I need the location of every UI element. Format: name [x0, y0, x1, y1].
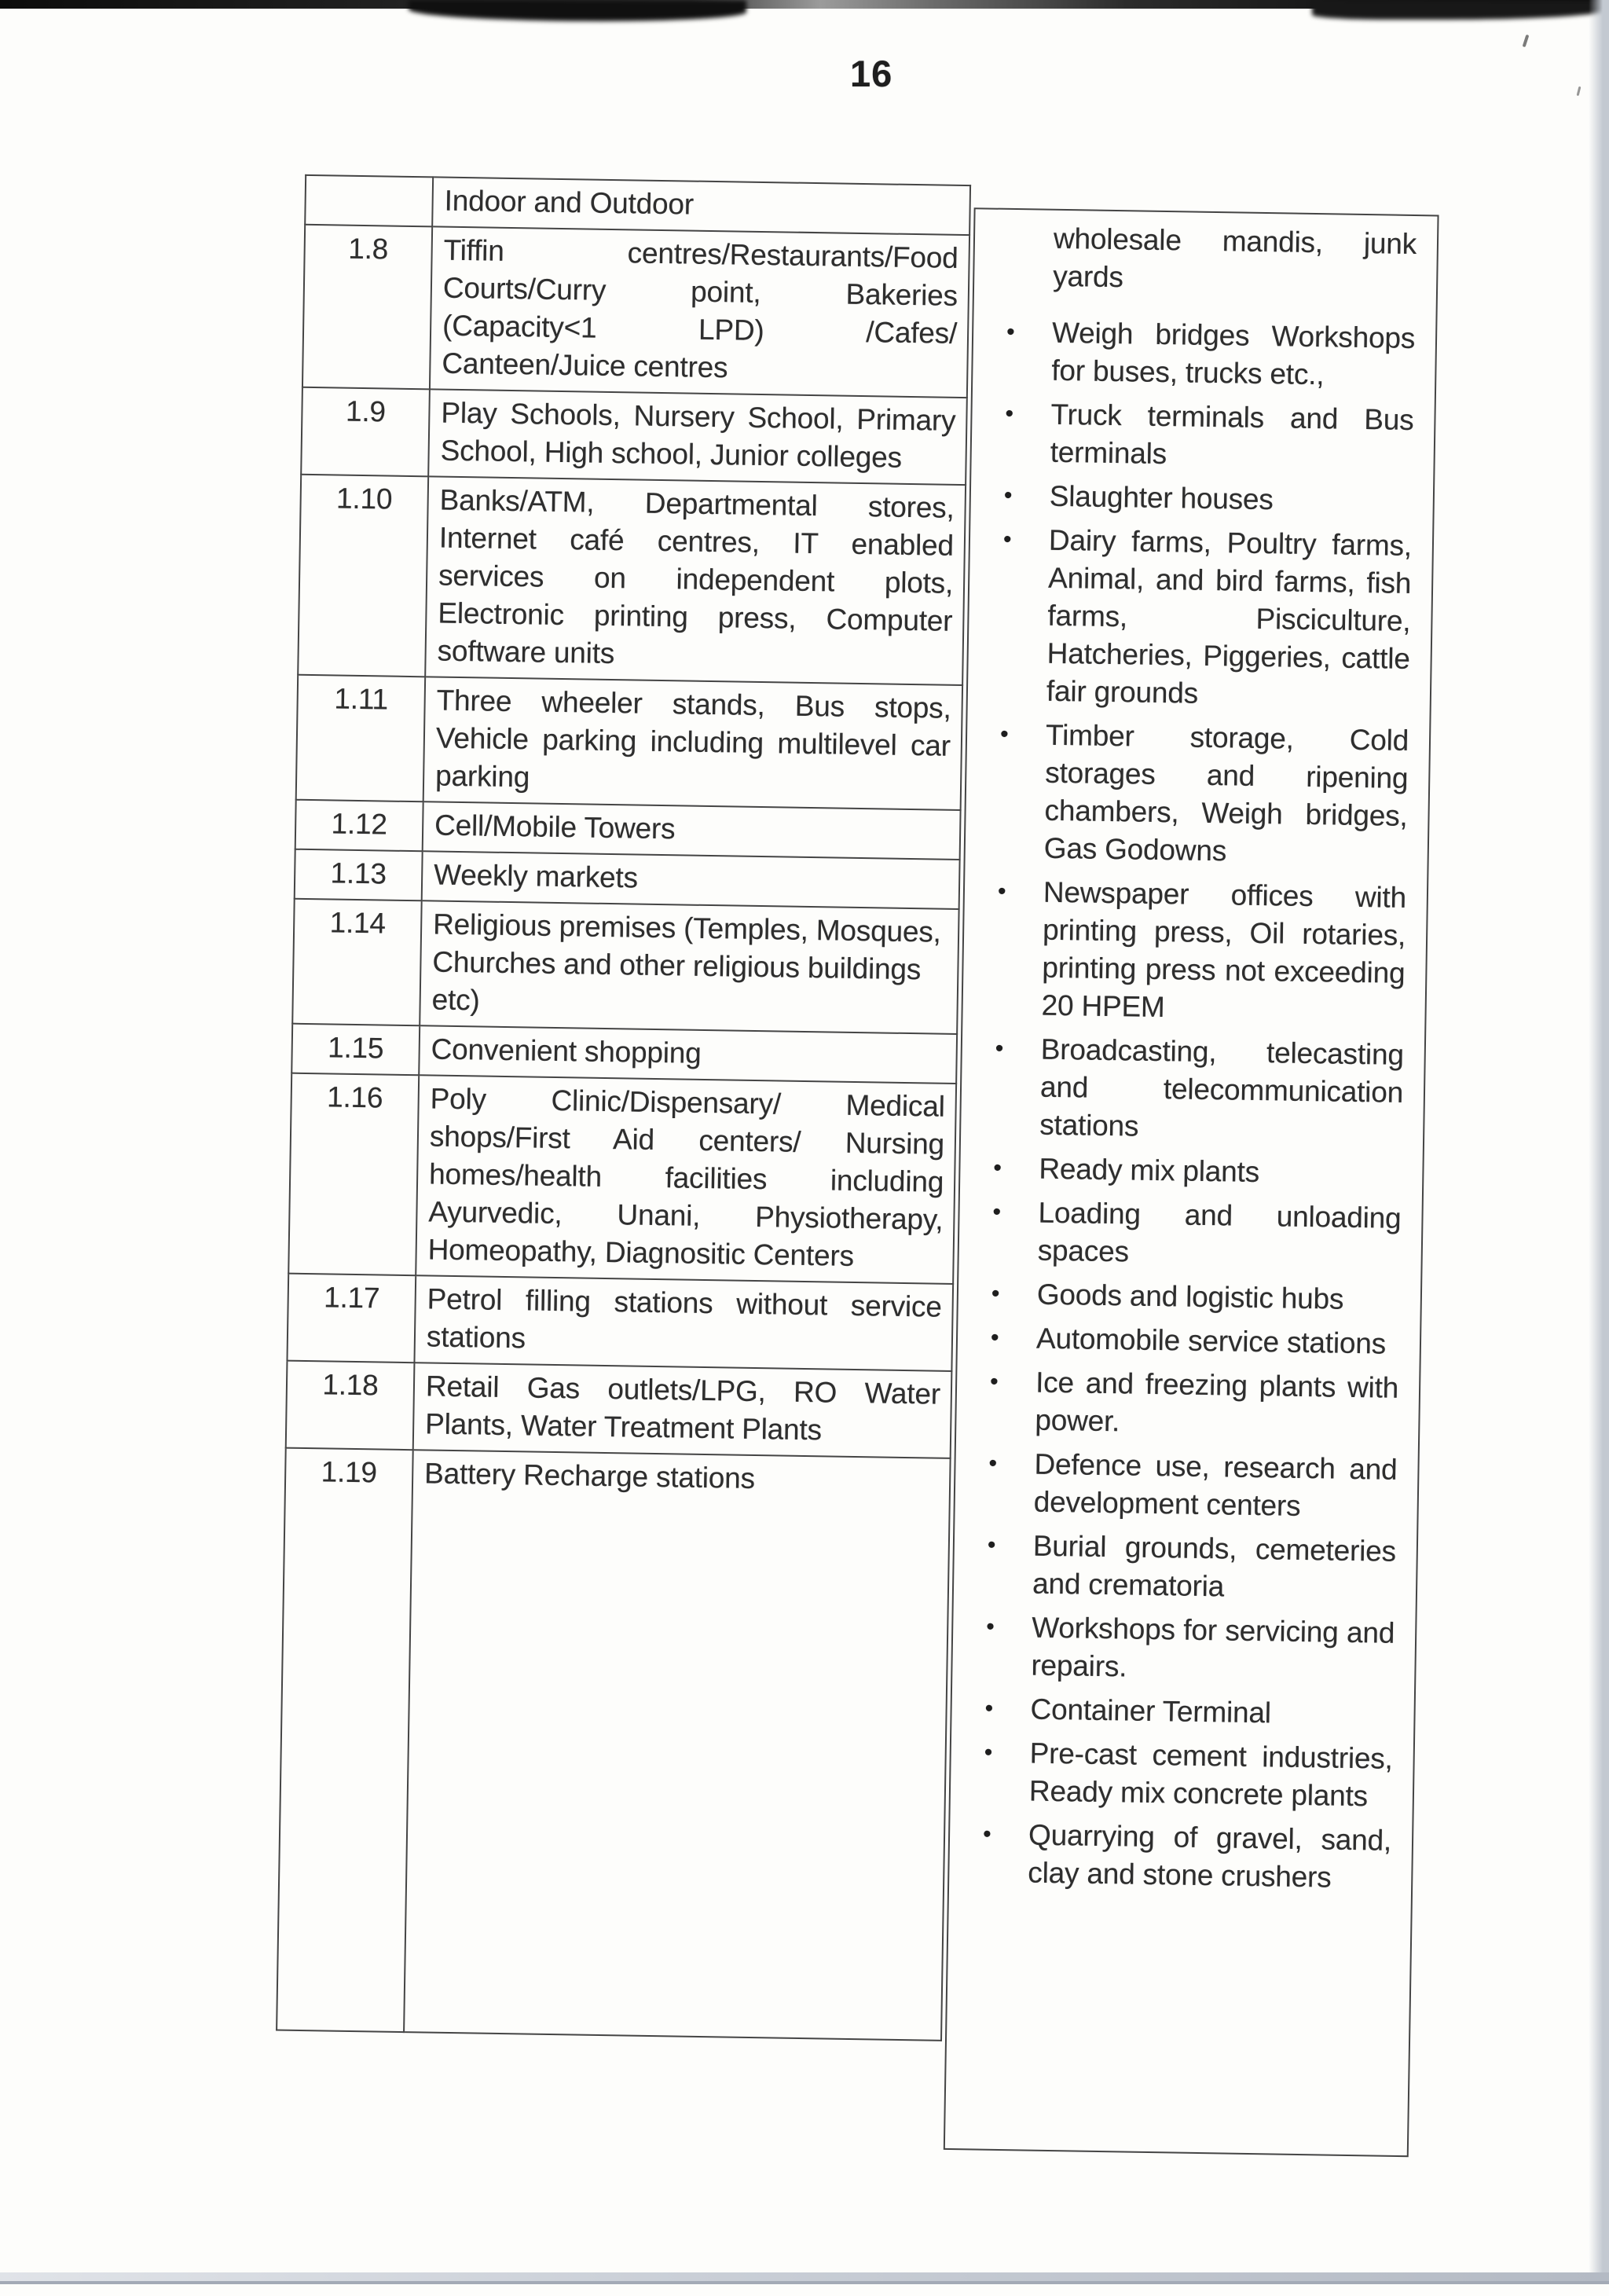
list-item [1002, 522, 1413, 716]
list-item [999, 717, 1409, 873]
list-item-text: Loading and unloading spaces [1037, 1196, 1402, 1268]
list-item-text: Broadcasting, telecasting and telecommunication stations [1039, 1032, 1405, 1142]
bullet-icon: • [995, 1035, 1004, 1062]
list-item [988, 1446, 1398, 1527]
bullet-icon: • [984, 1739, 993, 1766]
list-item [995, 1031, 1405, 1150]
list-item-text: Pre-cast cement industries, Ready mix concrete plants [1028, 1737, 1394, 1813]
bullet-icon: • [1006, 318, 1015, 346]
list-item-text: Ice and freezing plants with power. [1035, 1366, 1399, 1438]
bullet-icon: • [988, 1450, 998, 1476]
bullet-icon: • [1005, 400, 1014, 427]
permitted-uses-panel [944, 207, 1439, 2157]
row-number: 1.8 [302, 225, 432, 390]
list-item [991, 1276, 1401, 1319]
list-item [986, 1609, 1395, 1690]
table-row [287, 1274, 953, 1371]
bullet-icon: • [989, 1368, 999, 1395]
list-item [1005, 396, 1414, 477]
list-item [989, 1364, 1399, 1445]
scan-edge-right [1589, 0, 1609, 2284]
row-description: Poly Clinic/Dispensary/ Medical shops/First Aid centers/ Nursing homes/health facilities including Ayurvedic, Unani, Physiotherapy, Homeopathy, Diagnositic Centers [416, 1075, 956, 1284]
row-description: Religious premises (Temples, Mosques, Churches and other religious buildings etc) [420, 900, 958, 1034]
bullet-icon: • [1002, 526, 1012, 552]
bullet-list [949, 313, 1435, 1898]
bullet-icon: • [990, 1324, 999, 1351]
list-item-text: Timber storage, Cold storages and ripening chambers, Weigh bridges, Gas Godowns [1043, 718, 1409, 867]
list-item-text: Weigh bridges Workshops for buses, trucks etc., [1051, 316, 1416, 391]
row-number: 1.18 [286, 1361, 415, 1451]
row-description: Weekly markets [422, 851, 960, 909]
table-row [277, 1448, 951, 2041]
table-row [288, 1073, 956, 1284]
row-number: 1.17 [287, 1274, 416, 1363]
list-item-text: Truck terminals and Bus terminals [1050, 398, 1414, 471]
bullet-icon: • [991, 1280, 1000, 1307]
row-description: Retail Gas outlets/LPG, RO Water Plants, Water Treatment Plants [413, 1363, 952, 1458]
row-number: 1.12 [295, 800, 423, 852]
left-table-body [277, 175, 970, 2041]
row-description: Cell/Mobile Towers [423, 801, 961, 860]
table-row [296, 675, 962, 810]
row-description: Indoor and Outdoor [432, 177, 970, 235]
scan-edge-bottom [0, 2272, 1609, 2284]
list-item-text: Burial grounds, cemeteries and crematoria [1032, 1529, 1397, 1603]
continuation-text: wholesale mandis, junk yards [1052, 222, 1417, 294]
list-item [992, 1194, 1402, 1275]
bullet-icon: • [992, 1198, 1002, 1225]
row-number: 1.13 [295, 849, 423, 901]
bullet-icon: • [986, 1613, 995, 1640]
list-item [982, 1817, 1392, 1898]
row-description: Three wheeler stands, Bus stops, Vehicle parking including multilevel car parking [423, 677, 962, 810]
table-row [286, 1361, 952, 1458]
row-number: 1.9 [301, 387, 430, 477]
bullet-icon: • [987, 1531, 996, 1558]
list-item-text: Dairy farms, Poultry farms, Animal, and bird farms, fish farms, Pisciculture, Hatcheries, Piggeries, cattle fair grounds [1046, 523, 1413, 710]
bullet-icon: • [999, 721, 1009, 747]
row-number: 1.11 [296, 675, 425, 802]
bullet-icon: • [984, 1695, 994, 1722]
list-item-text: Goods and logistic hubs [1036, 1278, 1344, 1315]
list-item-text: Newspaper offices with printing press, Oil rotaries, printing press not exceeding 20 HPEM [1041, 875, 1407, 1024]
list-item-text: Workshops for servicing and repairs. [1031, 1611, 1395, 1683]
row-number: 1.10 [298, 475, 428, 677]
row-number [305, 175, 433, 227]
bullet-icon: • [997, 878, 1006, 904]
list-item [1006, 314, 1416, 395]
land-use-table [276, 174, 971, 2041]
list-item [984, 1735, 1394, 1816]
row-number: 1.19 [277, 1448, 413, 2032]
row-description: Battery Recharge stations [404, 1450, 951, 2041]
table-row [292, 899, 958, 1034]
table-row [302, 225, 969, 398]
page-number: 16 [850, 53, 893, 94]
row-description: Petrol filling stations without service stations [414, 1275, 953, 1371]
table-row [301, 387, 967, 485]
list-item-text: Container Terminal [1030, 1693, 1272, 1729]
bullet-icon: • [982, 1821, 991, 1847]
row-description: Tiffin centres/Restaurants/Food Courts/Curry point, Bakeries (Capacity<1 LPD) /Cafes/ Canteen/Juice centres [430, 226, 969, 398]
list-item-text: Ready mix plants [1039, 1152, 1260, 1189]
list-item [993, 1150, 1402, 1194]
row-description: Convenient shopping [419, 1025, 957, 1084]
row-description: Play Schools, Nursery School, Primary School, High school, Junior colleges [428, 389, 967, 485]
list-item-text: Slaughter houses [1049, 479, 1274, 516]
list-item-text: Automobile service stations [1035, 1322, 1387, 1360]
row-number: 1.14 [292, 899, 421, 1026]
list-item-text: Quarrying of gravel, sand, clay and stone crushers [1028, 1818, 1392, 1894]
list-item-text: Defence use, research and development centers [1033, 1447, 1398, 1522]
list-item [984, 1691, 1394, 1734]
bullet-icon: • [1003, 482, 1013, 509]
row-number: 1.15 [291, 1024, 420, 1076]
list-item [1003, 478, 1413, 521]
bullet-icon: • [993, 1154, 1002, 1181]
list-item [990, 1320, 1400, 1363]
table-row [298, 475, 966, 685]
row-description: Banks/ATM, Departmental stores, Internet café centres, IT enabled services on independent plots, Electronic printing press, Computer software units [425, 476, 966, 685]
list-item [987, 1528, 1397, 1608]
row-number: 1.16 [288, 1073, 419, 1276]
list-item [997, 874, 1407, 1030]
